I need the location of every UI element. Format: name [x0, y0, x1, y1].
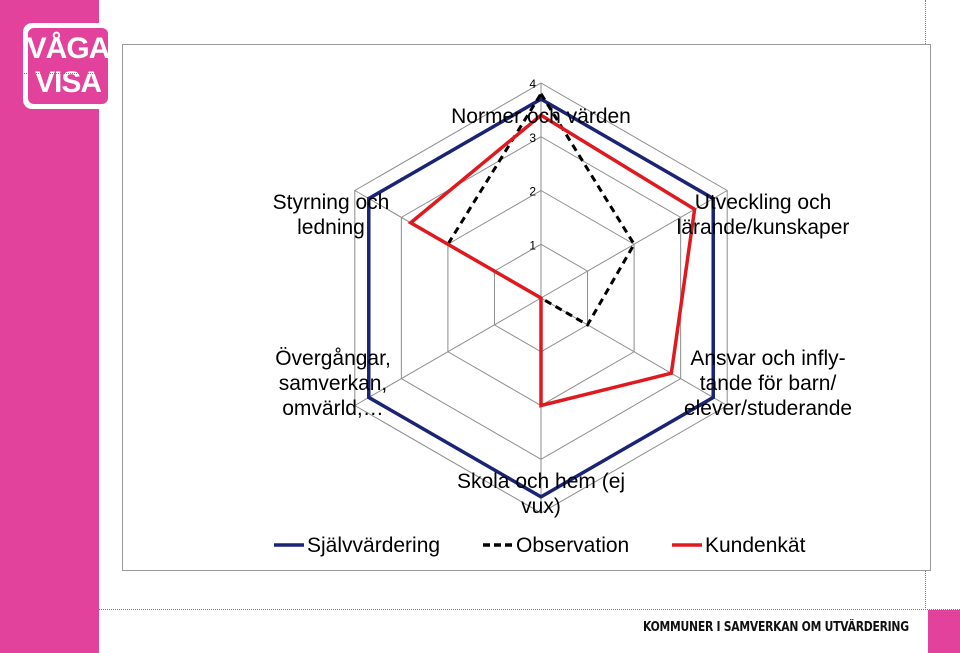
logo-line-1: VÅGA — [26, 32, 110, 65]
tick-label-4: 4 — [529, 77, 536, 91]
axis-label-3 — [684, 347, 852, 420]
axis-label-2-line-1: Utveckling och — [694, 191, 832, 214]
axis-label-1-line-1: Normer och värden — [451, 105, 631, 128]
axis-label-6 — [273, 191, 390, 239]
axis-label-6-line-2: ledning — [297, 216, 365, 239]
axis-label-5-line-2: samverkan, — [278, 372, 388, 395]
axis-label-2-line-2: lärande/kunskaper — [676, 216, 850, 239]
axis-label-5-line-3: omvärld,… — [282, 397, 384, 420]
tick-label-1: 1 — [529, 238, 536, 253]
chart-frame — [122, 44, 931, 571]
axis-label-3-line-1: Ansvar och infly- — [690, 347, 846, 370]
legend-label-1: Självvärdering — [307, 534, 441, 557]
dotted-guide-right-top — [925, 0, 926, 44]
axis-label-5-line-1: Övergångar, — [275, 347, 391, 370]
axis-label-5 — [275, 347, 391, 420]
footer-accent-block — [928, 610, 960, 653]
legend-label-3: Kundenkät — [705, 534, 806, 557]
footer-organisation: KOMMUNER I SAMVERKAN OM UTVÄRDERING — [643, 620, 909, 635]
radar-chart — [123, 45, 930, 570]
logo-line-2: VISA — [34, 66, 102, 99]
tick-label-2: 2 — [529, 184, 536, 199]
axis-label-6-line-1: Styrning och — [272, 191, 390, 214]
dotted-guide-right-bottom — [925, 570, 926, 610]
axis-label-2 — [677, 191, 850, 239]
dotted-guide-top — [0, 73, 99, 74]
axis-label-4-line-1: Skola och hem (ej — [456, 470, 626, 493]
tick-label-3: 3 — [529, 130, 536, 145]
axis-label-3-line-2: tande för barn/ — [699, 372, 837, 395]
legend-label-2: Observation — [516, 534, 630, 557]
axis-label-3-line-3: elever/studerande — [683, 397, 853, 420]
axis-label-1 — [451, 105, 631, 128]
dotted-guide-bottom — [0, 609, 960, 610]
axis-label-4-line-2: vux) — [521, 495, 561, 518]
vaga-visa-logo — [23, 23, 113, 109]
